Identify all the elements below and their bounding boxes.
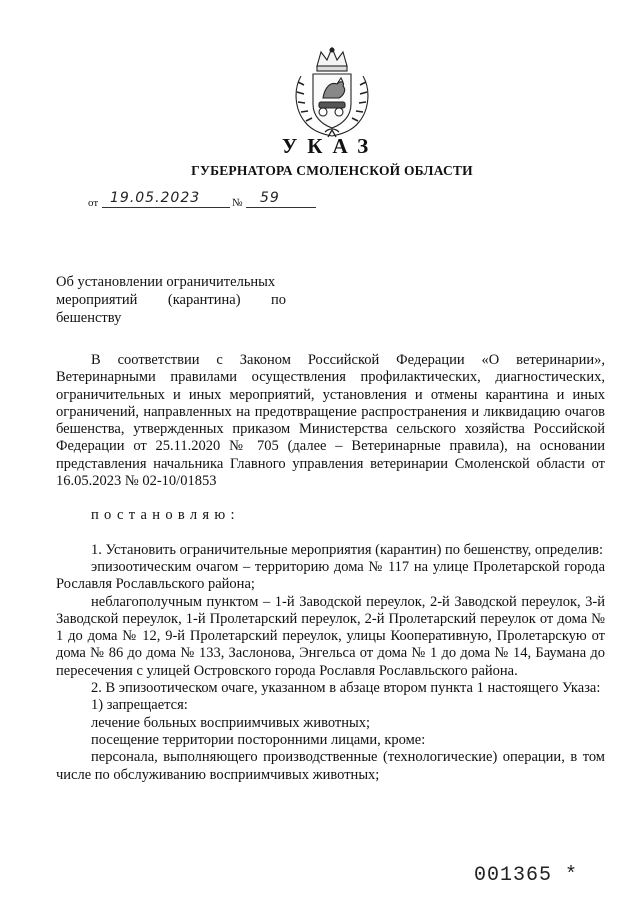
subject-line-2: мероприятий (карантина) по (56, 292, 286, 308)
number-label: № (232, 197, 243, 209)
document-title: УКАЗ (281, 134, 379, 158)
number-underline (246, 207, 316, 208)
item-2: 2. В эпизоотическом очаге, указанном в абзаце втором пункта 1 настоящего Указа: (91, 680, 601, 697)
date-number-line (88, 190, 328, 212)
item-1-area: неблагополучным пунктом – 1-й Заводской переулок, 2-й Заводской переулок, 3-й Заводской переулок, 1-й Пролетарский переулок, 2-й Пролетарский переулок от дома № 1 до дома № 12, 9-й Пролетарский переулок, улицы Кооперативную, Пролетарскую от дома № 86 до дома № 133, Заслонова, Энгельса от дома № 1 до дома № 14, Баумана до пересечения с улицей Островского города Рославля Рославльского района. (56, 593, 605, 679)
item-2-1: 1) запрещается: (91, 697, 188, 714)
subject-line-3: бешенству (56, 310, 122, 326)
decree-date: 19.05.2023 (110, 190, 201, 206)
item-2-1-c: персонала, выполняющего производственные (технологические) операции, в том числе по обслуживанию восприимчивых животных; (56, 749, 605, 783)
item-1-focus: эпизоотическим очагом – территорию дома № 117 на улице Пролетарской города Рославля Рославльского района; (56, 558, 605, 593)
decree-number: 59 (260, 190, 280, 206)
decree-word: постановляю: (91, 507, 240, 524)
date-underline (102, 207, 230, 208)
date-from-label: от (88, 197, 99, 209)
preamble-paragraph: В соответствии с Законом Российской Федерации «О ветеринарии», Ветеринарными правилами осуществления профилактических, диагностических, ограничительных и иных мероприятий, установления и отмены карантина и иных ограничений, направленных на предотвращение распространения и ликвидацию очагов бешенства, утвержденных приказом Министерства сельского хозяйства Российской Федерации от 25.11.2020 № 705 (далее – Ветеринарные правила), на основании представления начальника Главного управления ветеринарии Смоленской области от 16.05.2023 № 02-10/01853 (56, 352, 605, 490)
subject-line-1: Об установлении ограничительных (56, 274, 276, 290)
decree-body (56, 352, 605, 784)
decree-subject (56, 273, 286, 327)
item-2-1-b: посещение территории посторонними лицами, кроме: (91, 731, 426, 748)
item-1: 1. Установить ограничительные мероприятия (карантин) по бешенству, определив: (91, 541, 604, 558)
item-2-1-a: лечение больных восприимчивых животных; (91, 714, 370, 731)
document-subtitle: ГУБЕРНАТОРА СМОЛЕНСКОЙ ОБЛАСТИ (191, 163, 473, 178)
smolensk-coat-of-arms-icon (291, 46, 373, 138)
serial-number: 001365 * (474, 864, 579, 887)
